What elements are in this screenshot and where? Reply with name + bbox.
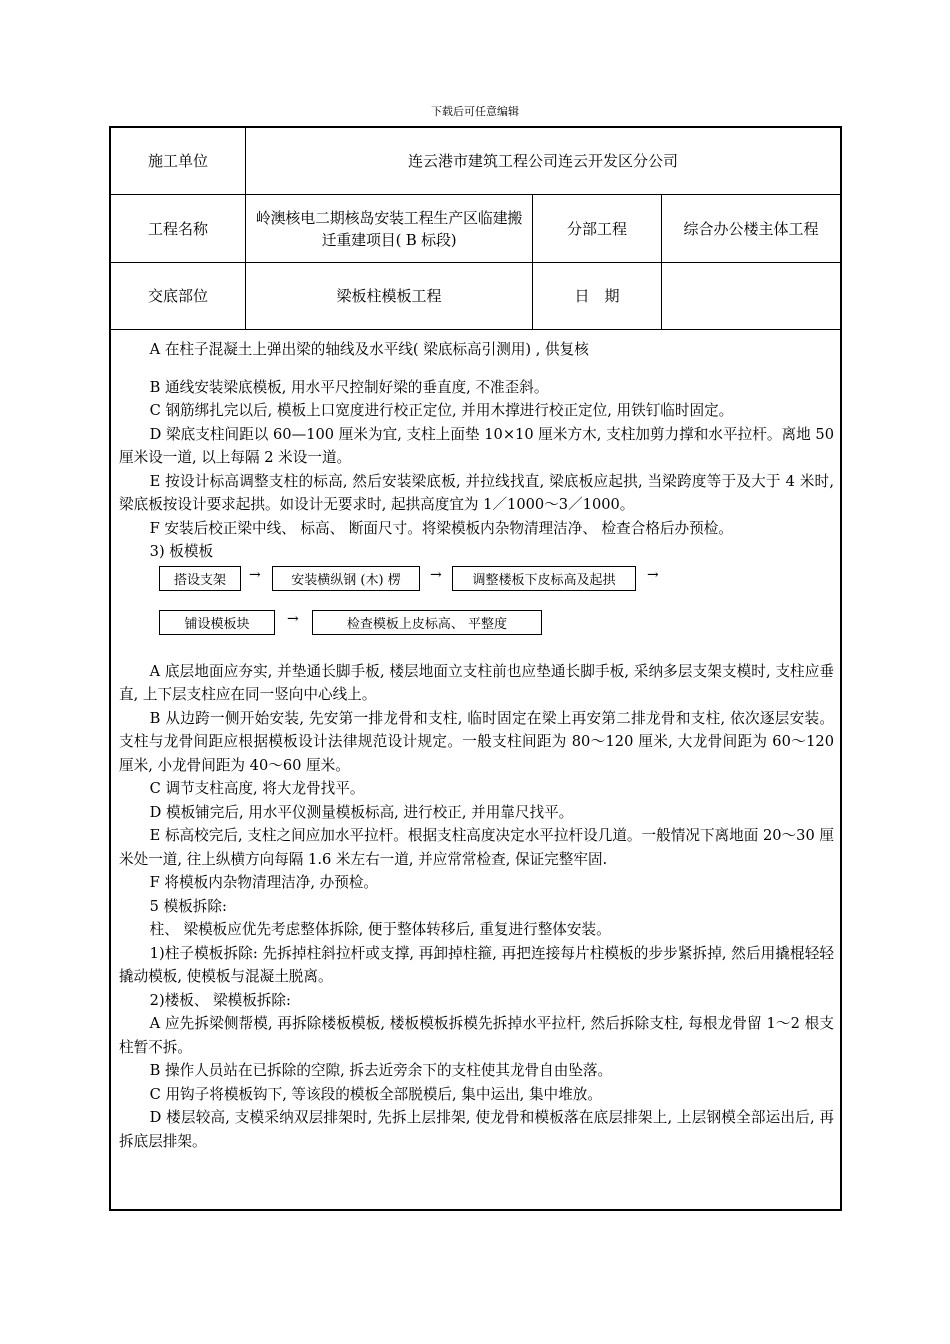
section-heading: 3) 板模板 <box>149 543 214 560</box>
paragraph: E 标高校完后, 支柱之间应加水平拉杆。根据支柱高度决定水平拉杆设几道。一般情况下离地面 20～30 厘米处一道, 往上纵横方向每隔 1.6 米左右一道, 并应常常检查, 保证完整牢固. <box>119 827 834 868</box>
paragraph: D 梁底支柱间距以 60—100 厘米为宜, 支柱上面垫 10×10 厘米方木, 支柱加剪力撑和水平拉杆。离地 50 厘米设一道, 以上每隔 2 米设一道。 <box>119 425 834 466</box>
arrow-right-icon: → <box>287 610 299 627</box>
date-value <box>662 263 840 329</box>
construction-unit-label: 施工单位 <box>147 152 208 170</box>
paragraph: A 在柱子混凝土上弹出梁的轴线及水平线( 梁底标高引测用) , 供复核 <box>149 341 589 358</box>
flow-step: 调整楼板下皮标高及起拱 <box>452 566 636 591</box>
paragraph: E 按设计标高调整支柱的标高, 然后安装梁底板, 并拉线找直, 梁底板应起拱, 当梁跨度等于及大于 4 米时, 梁底板按设计要求起拱。如设计无要求时, 起拱高度宜为 1／1000～3／1000。 <box>119 472 834 513</box>
sub-project-value: 综合办公楼主体工程 <box>683 219 819 238</box>
paragraph: A 底层地面应夯实, 并垫通长脚手板, 楼层地面立支柱前也应垫通长脚手板, 采纳多层支架支模时, 支柱应垂直, 上下层支柱应在同一竖向中心线上。 <box>119 662 834 703</box>
arrow-right-icon: → <box>249 566 261 583</box>
flow-step: 检查模板上皮标高、 平整度 <box>312 610 542 635</box>
paragraph: C 调节支柱高度, 将大龙骨找平。 <box>149 780 365 797</box>
paragraph: F 安装后校正梁中线、 标高、 断面尺寸。将梁模板内杂物清理洁净、 检查合格后办预检。 <box>149 519 733 537</box>
disclosure-table <box>109 126 842 1211</box>
paragraph: C 用钩子将模板钩下, 等该段的模板全部脱模后, 集中运出, 集中堆放。 <box>149 1085 602 1103</box>
paragraph: B 从边跨一侧开始安装, 先安第一排龙骨和支柱, 临时固定在梁上再安第二排龙骨和支柱, 依次逐层安装。支柱与龙骨间距应根据模板设计法律规范设计规定。一般支柱间距为 80～120 厘米, 大龙骨间距为 60～120 厘米, 小龙骨间距为 40～60 厘米。 <box>119 709 834 774</box>
row-divider <box>111 329 840 330</box>
section-heading: 2)楼板、 梁模板拆除: <box>149 991 291 1009</box>
download-note: 下载后可任意编辑 <box>431 105 519 118</box>
process-flowchart <box>119 564 834 660</box>
paragraph: C 钢筋绑扎完以后, 模板上口宽度进行校正定位, 并用木撑进行校正定位, 用铁钉临时固定。 <box>149 402 734 419</box>
disclosure-part-label: 交底部位 <box>147 287 208 305</box>
disclosure-content <box>119 338 834 1153</box>
paragraph: F 将模板内杂物清理洁净, 办预检。 <box>149 874 379 891</box>
project-name-value: 岭澳核电二期核岛安装工程生产区临建搬迁重建项目( B 标段) <box>255 208 523 249</box>
paragraph: B 通线安装梁底模板, 用水平尺控制好梁的垂直度, 不准歪斜。 <box>149 378 549 396</box>
paragraph: D 模板铺完后, 用水平仪测量模板标高, 进行校正, 并用靠尺找平。 <box>149 803 574 821</box>
flow-step: 铺设模板块 <box>159 610 275 635</box>
flow-step: 安装横纵钢 (木) 楞 <box>272 566 420 591</box>
construction-unit-value: 连云港市建筑工程公司连云开发区分公司 <box>407 152 678 170</box>
paragraph: D 楼层较高, 支模采纳双层排架时, 先拆上层排架, 使龙骨和模板落在底层排架上, 上层钢模全部运出后, 再拆底层排架。 <box>119 1109 834 1150</box>
paragraph: A 应先拆梁侧帮模, 再拆除楼板模板, 楼板模板拆模先拆掉水平拉杆, 然后拆除支柱, 每根龙骨留 1～2 根支柱暂不拆。 <box>119 1015 834 1056</box>
sub-project-label: 分部工程 <box>566 219 627 238</box>
project-name-label: 工程名称 <box>147 219 208 238</box>
arrow-right-icon: → <box>430 566 442 583</box>
paragraph: B 操作人员站在已拆除的空隙, 拆去近旁余下的支柱使其龙骨自由坠落。 <box>149 1062 613 1079</box>
paragraph: 柱、 梁模板应优先考虑整体拆除, 便于整体转移后, 重复进行整体安装。 <box>149 921 611 938</box>
flow-step: 搭设支架 <box>159 566 241 591</box>
section-heading: 5 模板拆除: <box>149 897 227 915</box>
date-label: 日 期 <box>574 287 620 305</box>
disclosure-part-value: 梁板柱模板工程 <box>336 287 442 305</box>
arrow-right-icon: → <box>647 566 659 583</box>
paragraph: 1)柱子模板拆除: 先拆掉柱斜拉杆或支撑, 再卸掉柱箍, 再把连接每片柱模板的步步紧拆掉, 然后用撬棍轻轻撬动模板, 使模板与混凝土脱离。 <box>119 944 834 985</box>
